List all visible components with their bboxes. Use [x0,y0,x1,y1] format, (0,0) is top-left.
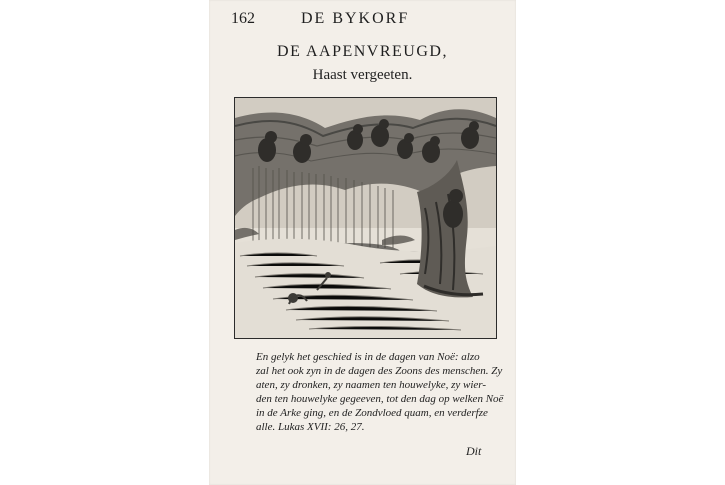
caption-line-6: alle. Lukas XVII: 26, 27. [256,421,365,433]
engraving-drawing [235,98,496,338]
caption-line-4: den ten houwelyke gegeeven, tot den dag op welken Noë [256,393,504,405]
running-title: DE BYKORF [301,10,410,27]
chapter-subtitle: Haast vergeeten. [312,67,413,83]
caption-line-3: aten, zy dronken, zy naamen ten houwelyke, zy wier- [256,379,487,391]
caption-line-1: En gelyk het geschied is in de dagen van Noë: alzo [256,351,480,363]
caption-text [256,350,504,434]
catchword: Dit [466,444,482,458]
caption-line-5: in de Arke ging, en de Zondvloed quam, en verderfze [256,407,488,419]
engraving-illustration [234,97,497,339]
page-number: 162 [231,10,255,27]
caption-line-2: zal het ook zyn in de dagen des Zoons des menschen. Zy [256,365,503,377]
book-page [209,0,516,485]
page-header [209,10,516,32]
chapter-title: DE AAPENVREUGD, [277,43,448,60]
